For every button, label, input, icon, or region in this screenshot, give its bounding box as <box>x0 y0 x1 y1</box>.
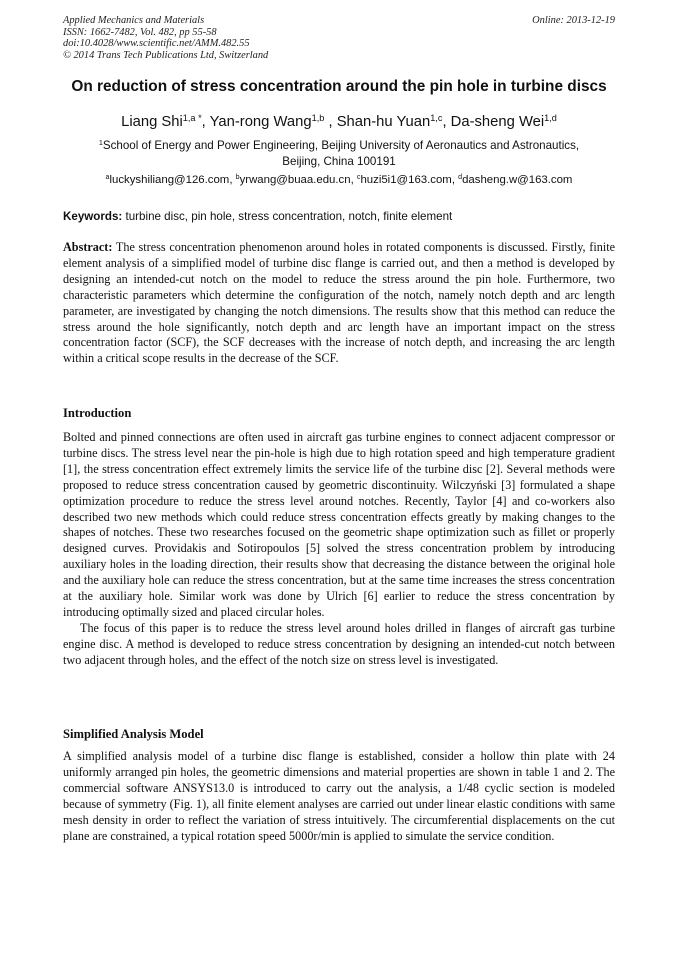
affiliation <box>0 138 678 169</box>
copyright-line: © 2014 Trans Tech Publications Ltd, Switzerland <box>63 49 269 61</box>
online-date: Online: 2013-12-19 <box>532 15 615 26</box>
introduction-paragraph-2: The focus of this paper is to reduce the stress level around holes drilled in flanges of aircraft gas turbine engine disc. A method is developed to reduce stress concentration by designing an intended-cut notch between two adjacent through holes, and the effect of the notch size on stress level is investigated. <box>63 620 615 667</box>
email-address[interactable]: dasheng.w@163.com <box>462 174 573 186</box>
author-name: Yan-rong Wang <box>209 114 312 130</box>
author-sup: 1,a * <box>182 112 202 123</box>
simplified-model-section <box>63 749 615 844</box>
author-name: Liang Shi <box>121 114 183 130</box>
affiliation-sup: 1 <box>98 138 103 148</box>
affiliation-line2: Beijing, China 100191 <box>282 154 396 168</box>
author-name: Da-sheng Wei <box>450 114 545 130</box>
introduction-paragraph-1: Bolted and pinned connections are often used in aircraft gas turbine engines to connect adjacent compressor or turbine discs. The stress level near the pin-hole is high due to high rotation speed and high temperature gradient [1], the stress concentration effect extremely limits the service life of the turbine disc [2]. Several methods were proposed to reduce stress concentration caused by geometric discontinuity. Wilczyński [3] formulated a shape optimization procedure to reduce the stress level around notches. Recently, Taylor [4] and co-workers also described two new methods which could reduce stress concentration effects greatly by making changes to the shapes of notches. These two researches focused on the geometric shape optimization such as fillet or properly designed curves. Providakis and Sotiropoulos [5] solved the stress concentration problem by introducing auxiliary holes in the loading direction, their results show that decreasing the distance between the original hole and the auxiliary hole can reduce the stress concentration, but at the same time increases the stress concentration at the auxiliary hole. Similar work was done by Ulrich [6] earlier to reduce the stress concentration by introducing optimally sized and placed circular holes. <box>63 430 615 619</box>
abstract-label: Abstract: <box>63 240 113 254</box>
keywords-label: Keywords: <box>63 210 123 223</box>
doi-line[interactable]: doi:10.4028/www.scientific.net/AMM.482.55 <box>63 38 250 50</box>
author-list: Liang Shi$^{1,a *}$, Yan-rong Wang$^{1,b}$ , Shan-hu Yuan$^{1,c}$, Da-sheng Wei$^{1,d}$ <box>121 112 557 130</box>
journal-header <box>63 15 268 61</box>
issn-line: ISSN: 1662-7482, Vol. 482, pp 55-58 <box>63 26 217 38</box>
email-address[interactable]: luckyshiliang@126.com <box>109 174 230 186</box>
affiliation-line1: School of Energy and Power Engineering, Beijing University of Aeronautics and Astronautics, <box>102 139 580 152</box>
author-sup: 1,d <box>544 112 557 123</box>
email-sup: b <box>235 174 240 182</box>
journal-name: Applied Mechanics and Materials <box>63 15 205 26</box>
keywords-text: turbine disc, pin hole, stress concentration, notch, finite element <box>125 210 453 223</box>
paper-title: On reduction of stress concentration around the pin hole in turbine discs <box>71 78 607 95</box>
author-name: Shan-hu Yuan <box>336 114 431 130</box>
email-address[interactable]: huzi5i1@163.com <box>360 174 452 186</box>
introduction-section <box>63 430 615 669</box>
email-sup: a <box>105 174 110 182</box>
simplified-model-paragraph: A simplified analysis model of a turbine disc flange is established, consider a hollow thin plate with 24 uniformly arranged pin holes, the geometric dimensions and material properties are shown in table 1 and 2. The commercial software ANSYS13.0 is introduced to carry out the analysis, a 1/48 cyclic section is modeled because of symmetry (Fig. 1), all finite element analyses are carried out under linear elastic conditions with same mesh density in order to reflect the variation of stress intuitively. The circumferential displacements on the cut plane are constrained, a typical rotation speed 5000r/min is applied to simulate the service condition. <box>63 749 615 843</box>
author-sup: 1,c <box>430 112 443 123</box>
simplified-model-heading: Simplified Analysis Model <box>63 727 204 741</box>
abstract-text: The stress concentration phenomenon around holes in rotated components is discussed. Firstly, finite element analysis of a simplified model of turbine disc flange is carried out, and then a method is developed by designing an intended-cut notch on the model to reduce the stress around the pin hole. Furthermore, two characteristic parameters which determine the configuration of the notch, namely notch depth and arc length parameter, are investigated by changing the notch dimensions. The results show that this method can reduce the stress around the hole significantly, notch depth and arc length have an important impact on the stress concentration factor (SCF), the SCF decreases with the increase of notch depth, and increasing the arc length within a critical scope results in the decrease of the SCF. <box>63 240 616 366</box>
abstract <box>63 240 615 367</box>
author-sup: 1,b <box>311 112 325 123</box>
email-sup: d <box>458 174 463 182</box>
email-sup: c <box>356 174 361 182</box>
email-address[interactable]: yrwang@buaa.edu.cn <box>239 174 351 186</box>
keywords-line <box>63 210 615 223</box>
introduction-heading: Introduction <box>63 406 132 420</box>
email-list: $^a$luckyshiliang@126.com, $^b$yrwang@buaa.edu.cn, $^c$huzi5i1@163.com, $^d$dasheng.w@163.com <box>105 174 573 186</box>
